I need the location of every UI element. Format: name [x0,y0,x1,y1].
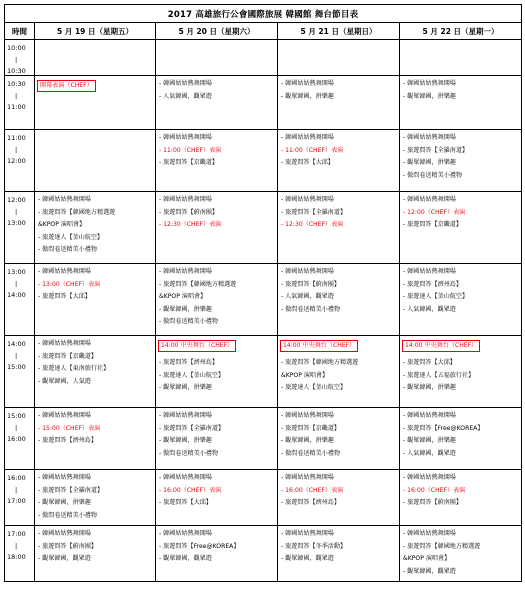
event-item: - 人氣韓國，觀眾遊 [403,449,456,457]
event-item: - 觀眾韓國，拼樂趣 [159,384,212,391]
time-separator: | [15,55,18,64]
event-item: - 旅遊問答【蔚南團】 [281,280,340,288]
time-separator: | [15,91,18,100]
event-item: - 旅遊問答【韓國地方精選遊 [38,208,116,216]
time-label: 14:00 [7,340,26,348]
header-day-3: 5 月 21 日（星期日） [278,23,400,40]
time-slot-cell [5,264,35,336]
event-item: - 韓國姑姑熱舞開場 [281,530,334,537]
event-item: - 韓國姑姑熱舞開場 [159,80,212,87]
schedule-row [5,408,522,470]
schedule-cell [400,130,522,192]
event-item: - 旅遊問答【京畿道】 [38,352,97,360]
schedule-cell [400,408,522,470]
schedule-cell [400,76,522,130]
event-item: - 旅遊問答【濟州島】 [281,499,340,506]
event-item: - 觀眾韓國，拼樂趣 [403,384,456,391]
schedule-row [5,40,522,76]
performance-event: - 16:00（CHEF）表演 [281,486,344,494]
event-item: - 觀眾韓國，觀眾遊 [159,555,212,562]
event-item: - 韓國姑姑熱舞開場 [159,268,212,275]
event-item: - 旅遊問答【蔚南團】 [403,499,462,506]
time-slot-cell [5,526,35,582]
schedule-cell [278,264,400,336]
event-item: - 旅遊問答【韓國地方精選遊 [281,359,359,366]
time-separator: | [15,145,18,154]
schedule-cell [278,192,400,264]
event-item: - 旅遊問答【濟州島】 [159,359,218,366]
time-slot-cell [5,470,35,526]
event-item: - 韓國姑姑熱舞開場 [403,530,456,537]
event-item: - 韓國姑姑熱舞開場 [403,474,456,481]
event-item: - 旅遊問答【Free@KOREA】 [159,542,240,550]
schedule-cell [156,76,278,130]
schedule-cell [35,40,156,76]
event-item: - 韓國姑姑熱舞開場 [159,134,212,141]
event-item: - 韓國姑姑熱舞開場 [38,268,91,275]
schedule-cell [35,130,156,192]
time-separator: | [15,351,18,360]
schedule-document [4,4,521,582]
time-label: 14:00 [7,291,26,299]
event-item: - 韓國姑姑熱舞開場 [159,196,212,203]
schedule-cell [278,130,400,192]
event-item: - 旅遊問答【京畿道】 [281,424,340,432]
time-label: 17:00 [7,497,26,505]
event-item: - 旅遊達人【釜山航空】 [159,371,225,379]
time-slot-cell [5,76,35,130]
event-item: - 韓國姑姑熱舞開場 [38,412,91,419]
schedule-cell [156,408,278,470]
event-item: - 韓國姑姑熱舞開場 [281,134,334,141]
event-item: - 旅遊問答【全羅南道】 [38,486,104,494]
event-item: - 韓國姑姑熱舞開場 [403,196,456,203]
event-item: - 觀眾韓國，拼樂趣 [281,92,334,100]
time-label: 15:00 [7,412,26,420]
highlight-box-holder [400,338,521,357]
time-label: 16:00 [7,474,26,482]
schedule-cell [35,192,156,264]
time-label: 10:30 [7,67,26,75]
event-item: - 韓國姑姑熱舞開場 [281,474,334,481]
schedule-cell [35,408,156,470]
event-item: - 傲問卷送精美小禮物 [38,511,97,519]
time-label: 11:00 [7,103,26,111]
schedule-cell [400,264,522,336]
event-item: - 韓國姑姑熱舞開場 [38,196,91,203]
event-item: &KPOP 演唱會】 [38,221,86,228]
header-time: 時間 [5,23,35,40]
time-label: 13:00 [7,268,26,276]
schedule-cell [35,336,156,408]
event-item: - 韓國姑姑熱舞開場 [159,412,212,419]
schedule-cell [156,130,278,192]
event-item: - 觀眾韓國，拼樂趣 [281,437,334,444]
event-item: - 人氣韓國，觀眾遊 [281,293,334,300]
event-item: - 傲問卷送精美小禮物 [281,305,340,313]
time-label: 12:00 [7,196,26,204]
schedule-cell [156,192,278,264]
event-item: - 旅遊問答【全羅南道】 [159,424,225,432]
header-day-2: 5 月 20 日（星期六） [156,23,278,40]
schedule-cell [35,470,156,526]
event-item: - 韓國姑姑熱舞開場 [403,268,456,275]
event-item: - 旅遊達人【釜山航空】 [38,233,104,241]
event-item: - 韓國姑姑熱舞開場 [281,80,334,87]
schedule-cell [35,76,156,130]
event-item: - 觀眾韓國，拼樂趣 [38,499,91,506]
time-label: 16:00 [7,435,26,443]
schedule-row [5,336,522,408]
schedule-cell [156,336,278,408]
schedule-cell [400,336,522,408]
highlighted-event: 14:00 中央舞台（CHEF） [158,340,236,353]
time-slot-cell [5,408,35,470]
event-item: - 傲問卷送精美小禮物 [403,171,462,179]
performance-event: - 12:30（CHEF）表演 [281,221,344,228]
event-item: - 旅遊問答【大邱】 [38,293,91,300]
highlight-box-holder [278,338,399,357]
header-day-4: 5 月 22 日（星期一） [400,23,522,40]
schedule-cell [35,264,156,336]
event-item: - 旅遊達人【東南旅行社】 [38,365,110,372]
event-item: - 觀眾韓國，拼樂趣 [403,92,456,100]
performance-event: - 12:30（CHEF）表演 [159,221,222,228]
event-item: - 傲問卷送精美小禮物 [159,449,218,457]
event-item: - 韓國姑姑熱舞開場 [159,474,212,481]
schedule-table [4,4,522,582]
performance-event: - 15:00（CHEF）表演 [38,424,101,432]
time-slot-cell [5,336,35,408]
performance-event: - 16:00（CHEF）表演 [403,486,466,494]
event-item: - 人氣韓國，觀眾遊 [159,92,212,100]
schedule-row [5,76,522,130]
event-item: - 韓國姑姑熱舞開場 [403,412,456,419]
event-item: - 傲問卷送精美小禮物 [159,318,218,325]
performance-event: - 11:00（CHEF）表演 [281,146,344,154]
event-item: - 旅遊問答【京畿道】 [403,221,462,228]
event-item: - 旅遊問答【蔚南團】 [159,208,218,216]
event-item: &KPOP 演唱會】 [403,555,451,562]
event-item: - 傲問卷送精美小禮物 [281,449,340,457]
event-item: &KPOP 演唱會】 [281,371,329,379]
event-item: - 韓國姑姑熱舞開場 [38,474,91,481]
time-slot-cell [5,192,35,264]
event-item: - 觀眾韓國，拼樂趣 [403,437,456,444]
event-item: - 韓國姑姑熱舞開場 [38,530,91,537]
time-slot-cell [5,130,35,192]
performance-event: - 12:00（CHEF）表演 [403,208,466,216]
event-item: - 韓國姑姑熱舞開場 [281,412,334,419]
time-label: 15:00 [7,363,26,371]
event-item: - 旅遊達人【釜山航空】 [403,293,469,300]
event-item: - 韓國姑姑熱舞開場 [159,530,212,537]
event-item: - 觀眾韓國，觀眾遊 [38,555,91,562]
time-label: 13:00 [7,219,26,227]
schedule-cell [278,408,400,470]
highlighted-event: 14:00 中央舞台（CHEF） [402,340,480,353]
schedule-row [5,264,522,336]
event-item: - 觀眾韓國，觀眾遊 [403,567,456,575]
schedule-cell [156,40,278,76]
schedule-cell [400,526,522,582]
event-item: - 韓國姑姑熱舞開場 [281,268,334,275]
highlight-box-holder [35,78,155,97]
time-label: 11:00 [7,134,26,142]
performance-event: - 13:00（CHEF）表演 [38,280,101,288]
schedule-cell [400,470,522,526]
schedule-row [5,192,522,264]
event-item: - 旅遊問答【Free@KOREA】 [403,424,484,432]
time-separator: | [15,541,18,550]
page-title: 2017 高雄旅行公會國際旅展 韓國館 舞台節目表 [5,5,522,23]
event-item: - 旅遊問答【全羅南道】 [403,146,469,154]
event-item: - 觀眾韓國，人氣遊 [38,377,91,385]
schedule-row [5,470,522,526]
event-item: - 旅遊問答【濟州島】 [38,437,97,444]
time-label: 10:30 [7,80,26,88]
time-label: 18:00 [7,553,26,561]
schedule-cell [278,76,400,130]
event-item: - 韓國姑姑熱舞開場 [403,80,456,87]
schedule-cell [400,192,522,264]
event-item: - 旅遊問答【大邱】 [281,159,334,166]
event-item: - 旅遊達人【釜山航空】 [281,384,347,391]
event-item: - 旅遊問答【冬季活動】 [281,542,347,550]
event-item: - 韓國姑姑熱舞開場 [281,196,334,203]
event-item: - 觀眾韓國，拼樂趣 [403,159,456,166]
performance-event: - 11:00（CHEF）表演 [159,146,222,154]
event-item: - 韓國姑姑熱舞開場 [403,134,456,141]
event-item: - 旅遊問答【濟州島】 [403,280,462,288]
time-label: 17:00 [7,530,26,538]
schedule-row [5,130,522,192]
time-separator: | [15,207,18,216]
time-separator: | [15,279,18,288]
event-item: - 人氣韓國，觀眾遊 [403,305,456,313]
highlight-box-holder [156,338,277,357]
schedule-cell [156,264,278,336]
time-label: 12:00 [7,157,26,165]
event-item: - 旅遊達人【五福旅行社】 [403,371,475,379]
schedule-cell [278,470,400,526]
event-item: - 旅遊問答【全羅南道】 [281,208,347,216]
time-separator: | [15,423,18,432]
event-item: - 旅遊問答【韓國地方精選遊 [159,280,237,288]
highlighted-event: 開幕表演（CHEF） [37,80,96,93]
schedule-cell [35,526,156,582]
event-item: &KPOP 演唱會】 [159,293,207,300]
time-separator: | [15,485,18,494]
header-row [5,23,522,40]
time-slot-cell [5,40,35,76]
schedule-cell [278,526,400,582]
event-item: - 旅遊問答【京畿道】 [159,159,218,166]
schedule-cell [400,40,522,76]
performance-event: - 16:00（CHEF）表演 [159,486,222,494]
event-item: - 觀眾韓國，拼樂趣 [159,437,212,444]
schedule-cell [156,526,278,582]
schedule-row [5,526,522,582]
event-item: - 觀眾韓國，拼樂趣 [159,305,212,313]
event-item: - 旅遊問答【大邱】 [159,499,212,506]
event-item: - 傲問卷送精美小禮物 [38,246,97,253]
event-item: - 旅遊問答【大邱】 [403,359,456,366]
event-item: - 旅遊問答【蔚南團】 [38,542,97,550]
event-item: - 觀眾韓國，觀眾遊 [281,555,334,562]
highlighted-event: 14:00 中央舞台（CHEF） [280,340,358,353]
event-item: - 韓國姑姑熱舞開場 [38,340,91,347]
schedule-cell [156,470,278,526]
schedule-cell [278,336,400,408]
event-item: - 旅遊問答【韓國地方精選遊 [403,542,481,550]
header-day-1: 5 月 19 日（星期五） [35,23,156,40]
schedule-cell [278,40,400,76]
time-label: 10:00 [7,44,26,52]
